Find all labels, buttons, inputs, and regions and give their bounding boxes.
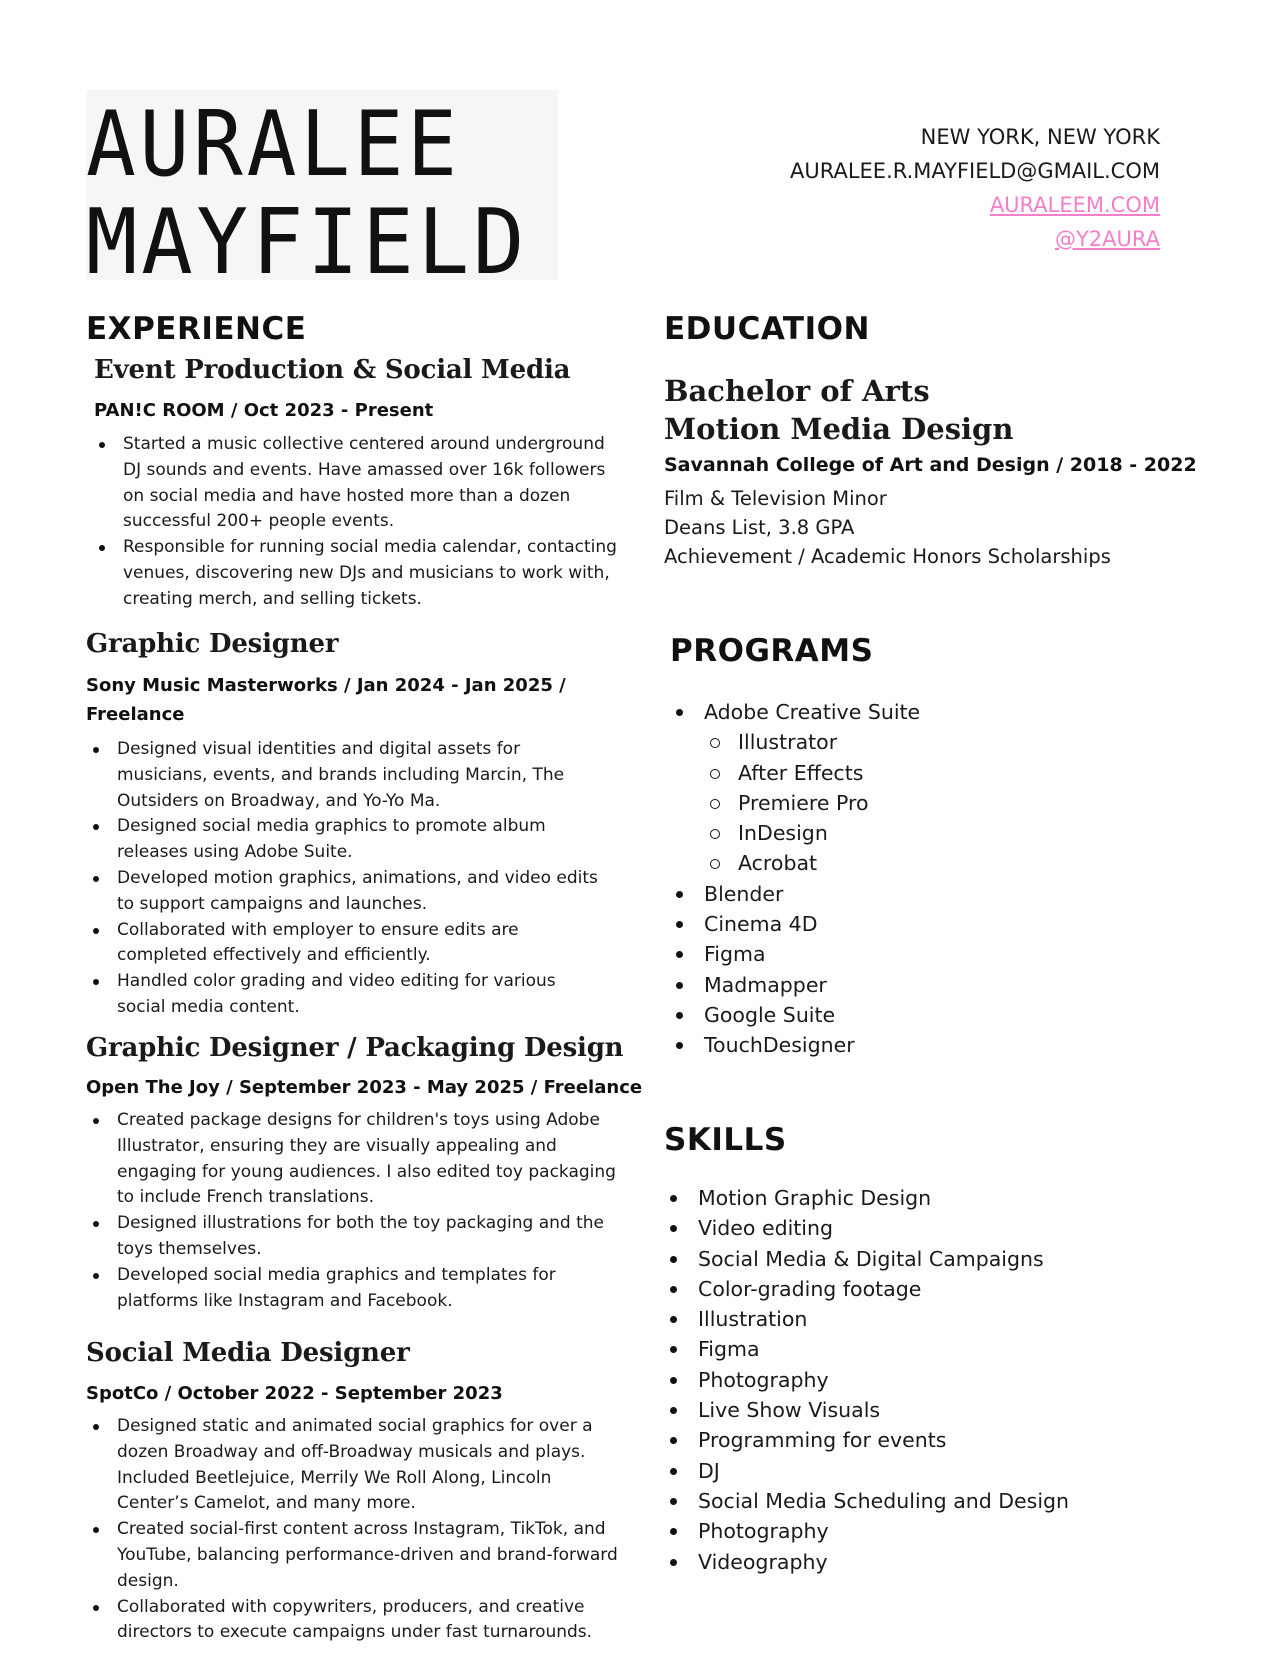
list-item: Google Suite bbox=[670, 1000, 920, 1030]
list-item: Adobe Creative Suite bbox=[670, 697, 920, 727]
list-item: Created social-first content across Instagram, TikTok, and YouTube, balancing performance-driven and brand-forward design. bbox=[88, 1517, 628, 1594]
list-item: Photography bbox=[664, 1516, 1069, 1546]
list-item: Illustration bbox=[664, 1304, 1069, 1334]
list-item: TouchDesigner bbox=[670, 1030, 920, 1060]
contact-info bbox=[790, 120, 1160, 256]
list-item: Cinema 4D bbox=[670, 909, 920, 939]
education-details: Film & Television Minor Deans List, 3.8 GPA Achievement / Academic Honors Scholarships bbox=[664, 487, 1111, 568]
job-bullets bbox=[88, 1108, 618, 1314]
list-item: Designed visual identities and digital assets for musicians, events, and brands including Marcin, The Outsiders on Broadway, and Yo-Yo Ma. bbox=[88, 737, 608, 814]
job-role: Graphic Designer bbox=[86, 629, 339, 659]
list-item: Acrobat bbox=[670, 848, 920, 878]
job-meta: SpotCo / October 2022 - September 2023 bbox=[86, 1383, 503, 1404]
list-item: Created package designs for children's toys using Adobe Illustrator, ensuring they are visually appealing and engaging for young audiences. I also edited toy packaging to include French translations. bbox=[88, 1108, 618, 1211]
list-item: Premiere Pro bbox=[670, 788, 920, 818]
website-link[interactable]: AURALEEM.COM bbox=[989, 193, 1160, 217]
programs-list bbox=[670, 697, 920, 1061]
job-bullets bbox=[88, 1414, 628, 1646]
list-item: DJ bbox=[664, 1456, 1069, 1486]
list-item: Illustrator bbox=[670, 727, 920, 757]
list-item: Developed motion graphics, animations, and video edits to support campaigns and launches. bbox=[88, 866, 608, 918]
experience-heading: EXPERIENCE bbox=[86, 311, 307, 347]
first-name: AURALEE bbox=[86, 92, 461, 197]
list-item: Figma bbox=[664, 1334, 1069, 1364]
email[interactable]: AURALEE.R.MAYFIELD@GMAIL.COM bbox=[789, 159, 1160, 183]
location: NEW YORK, NEW YORK bbox=[920, 125, 1160, 149]
skills-list bbox=[664, 1183, 1069, 1577]
list-item: Handled color grading and video editing for various social media content. bbox=[88, 969, 608, 1021]
job-meta: Sony Music Masterworks / Jan 2024 - Jan 2025 / Freelance bbox=[86, 675, 566, 725]
list-item: Designed static and animated social graphics for over a dozen Broadway and off-Broadway musicals and plays. Included Beetlejuice, Merrily We Roll Along, Lincoln Center’s Camelot, and many more. bbox=[88, 1414, 628, 1517]
job-bullets bbox=[88, 737, 608, 1021]
job-meta: PAN!C ROOM / Oct 2023 - Present bbox=[94, 400, 434, 421]
social-handle-link[interactable]: @Y2AURA bbox=[1054, 227, 1160, 251]
degree: Bachelor of Arts Motion Media Design bbox=[664, 374, 1014, 446]
list-item: Motion Graphic Design bbox=[664, 1183, 1069, 1213]
list-item: Figma bbox=[670, 939, 920, 969]
name-logo-block bbox=[86, 90, 558, 295]
list-item: Video editing bbox=[664, 1213, 1069, 1243]
skills-heading: SKILLS bbox=[664, 1122, 787, 1158]
list-item: Responsible for running social media calendar, contacting venues, discovering new DJs and musicians to work with, creating merch, and selling tickets. bbox=[94, 535, 624, 612]
list-item: Started a music collective centered around underground DJ sounds and events. Have amassed over 16k followers on social media and have hosted more than a dozen successful 200+ people events. bbox=[94, 432, 624, 535]
job-role: Social Media Designer bbox=[86, 1338, 410, 1368]
job-bullets bbox=[94, 432, 624, 613]
list-item: Designed social media graphics to promote album releases using Adobe Suite. bbox=[88, 814, 608, 866]
list-item: Collaborated with copywriters, producers, and creative directors to execute campaigns under fast turnarounds. bbox=[88, 1595, 628, 1647]
list-item: Madmapper bbox=[670, 970, 920, 1000]
job-role: Event Production & Social Media bbox=[94, 355, 571, 385]
list-item: Videography bbox=[664, 1547, 1069, 1577]
job-role: Graphic Designer / Packaging Design bbox=[86, 1033, 624, 1063]
list-item: Blender bbox=[670, 879, 920, 909]
school: Savannah College of Art and Design / 2018 - 2022 bbox=[664, 454, 1197, 476]
list-item: Designed illustrations for both the toy packaging and the toys themselves. bbox=[88, 1211, 618, 1263]
list-item: Collaborated with employer to ensure edits are completed effectively and efficiently. bbox=[88, 918, 608, 970]
list-item: InDesign bbox=[670, 818, 920, 848]
list-item: Color-grading footage bbox=[664, 1274, 1069, 1304]
list-item: Developed social media graphics and templates for platforms like Instagram and Facebook. bbox=[88, 1263, 618, 1315]
job-meta: Open The Joy / September 2023 - May 2025 / Freelance bbox=[86, 1077, 643, 1098]
list-item: Programming for events bbox=[664, 1425, 1069, 1455]
list-item: Social Media Scheduling and Design bbox=[664, 1486, 1069, 1516]
list-item: Live Show Visuals bbox=[664, 1395, 1069, 1425]
programs-heading: PROGRAMS bbox=[670, 633, 874, 669]
education-heading: EDUCATION bbox=[664, 311, 870, 347]
list-item: After Effects bbox=[670, 758, 920, 788]
list-item: Photography bbox=[664, 1365, 1069, 1395]
list-item: Social Media & Digital Campaigns bbox=[664, 1244, 1069, 1274]
last-name: MAYFIELD bbox=[86, 190, 529, 295]
